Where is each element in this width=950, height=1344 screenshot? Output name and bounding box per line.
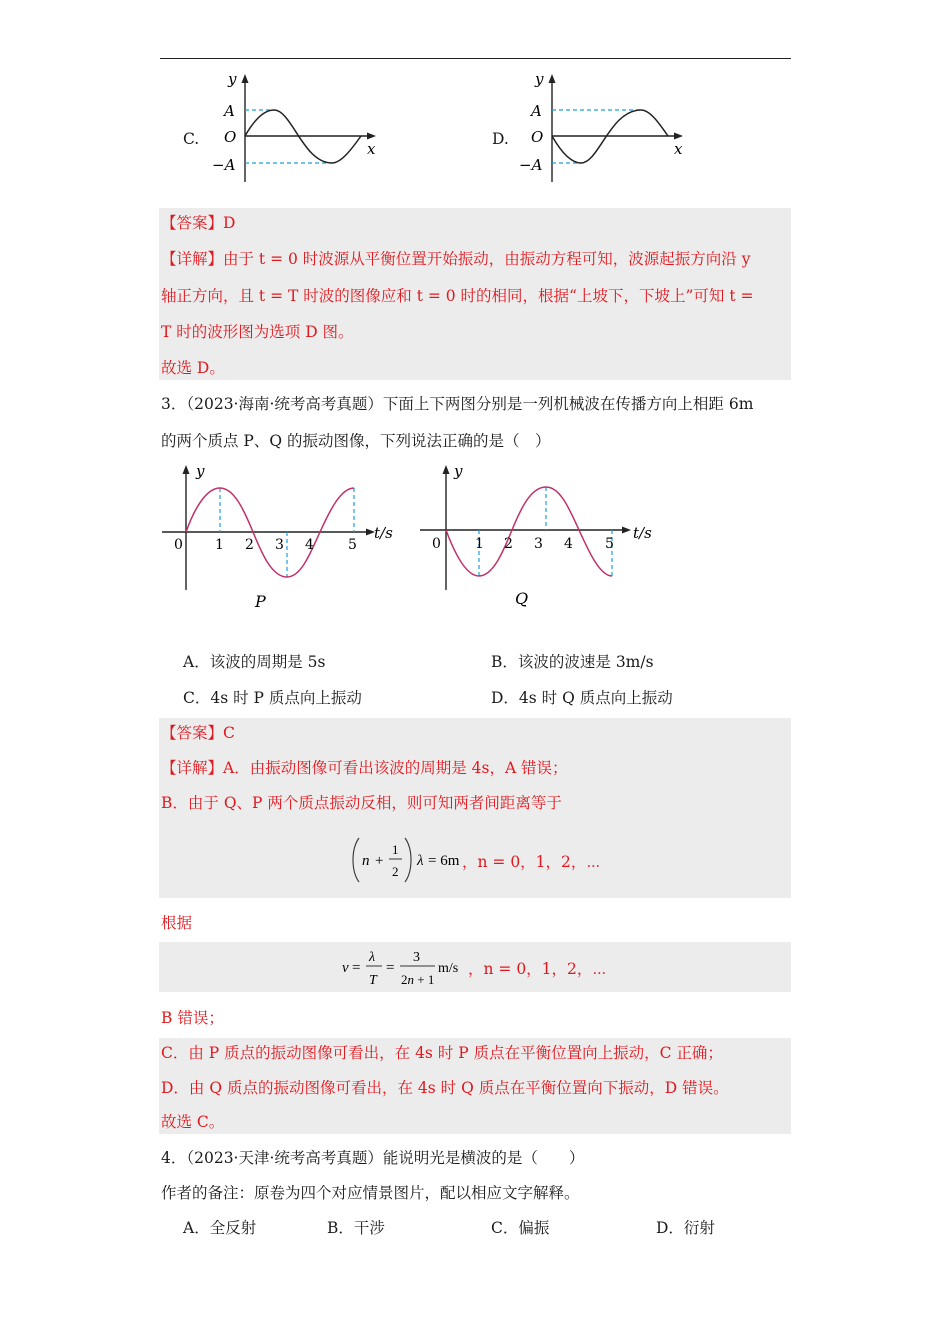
q4-option-d[interactable]: D．衍射 — [656, 1219, 715, 1237]
option-d-graph — [515, 70, 690, 188]
c-a-label: A — [224, 102, 235, 120]
q3-option-c[interactable]: C．4s 时 P 质点向上振动 — [183, 689, 362, 707]
d-x-label: x — [674, 140, 683, 158]
q4-stem: 4．（2023·天津·统考高考真题）能说明光是横波的是（ ） — [161, 1149, 585, 1167]
p-tick-1: 1 — [215, 537, 224, 553]
svg-text:λ: λ — [369, 950, 376, 965]
svg-text:v: v — [342, 960, 349, 976]
svg-text:2n + 1: 2n + 1 — [401, 972, 435, 987]
c-nega-label: −A — [212, 156, 236, 174]
p-tick-5: 5 — [348, 537, 357, 553]
q-tick-4: 4 — [564, 536, 573, 552]
c-o-label: O — [224, 128, 237, 146]
d-y-label: y — [535, 70, 544, 88]
option-c-label: C. — [183, 130, 200, 148]
q3-graph-p — [158, 460, 403, 618]
q2-choose: 故选 D。 — [161, 359, 225, 377]
q3-equation-1 — [348, 835, 466, 885]
q3-stem-line-2: 的两个质点 P、Q 的振动图像，下列说法正确的是（ ） — [161, 432, 551, 450]
p-tick-3: 3 — [275, 537, 284, 553]
q-tick-0: 0 — [432, 536, 441, 552]
svg-text:T: T — [369, 973, 377, 988]
q3-stem-line-1: 3．（2023·海南·统考高考真题）下面上下两图分别是一列机械波在传播方向上相距 6m — [161, 395, 754, 413]
p-tick-2: 2 — [245, 537, 254, 553]
q3-equation-2 — [340, 943, 472, 991]
d-o-label: O — [531, 128, 544, 146]
c-y-label: y — [228, 70, 237, 88]
q3-detail-a: 【详解】A．由振动图像可看出该波的周期是 4s，A 错误； — [161, 759, 568, 777]
q-y-label: y — [454, 462, 463, 480]
q-tick-1: 1 — [475, 536, 484, 552]
p-tick-0: 0 — [174, 537, 183, 553]
option-c-graph — [208, 70, 383, 188]
q3-detail-d: D．由 Q 质点的振动图像可看出，在 4s 时 Q 质点在平衡位置向下振动，D 错误。 — [161, 1079, 729, 1097]
svg-text:=: = — [386, 960, 395, 976]
q4-note: 作者的备注：原卷为四个对应情景图片，配以相应文字解释。 — [161, 1184, 580, 1202]
q2-answer: 【答案】D — [161, 214, 236, 232]
q3-gen: 根据 — [161, 914, 193, 932]
q-t-label: t/s — [633, 524, 652, 542]
header-rule — [160, 58, 791, 59]
q2-detail-line-3: T 时的波形图为选项 D 图。 — [161, 323, 354, 341]
svg-text:1: 1 — [392, 842, 399, 857]
svg-text:= 6m: = 6m — [428, 853, 460, 869]
q3-detail-c: C．由 P 质点的振动图像可看出，在 4s 时 P 质点在平衡位置向上振动，C 正确； — [161, 1044, 723, 1062]
svg-text:=: = — [352, 960, 361, 976]
c-x-label: x — [367, 140, 376, 158]
q3-option-d[interactable]: D．4s 时 Q 质点向上振动 — [491, 689, 673, 707]
q3-choose: 故选 C。 — [161, 1113, 225, 1131]
option-d-label: D. — [492, 130, 509, 148]
svg-text:λ: λ — [417, 853, 424, 869]
svg-text:3: 3 — [413, 950, 420, 965]
d-nega-label: −A — [519, 156, 543, 174]
q3-detail-b: B．由于 Q、P 两个质点振动反相，则可知两者间距离等于 — [161, 794, 562, 812]
d-a-label: A — [531, 102, 542, 120]
q3-equation-1-tail: ，n = 0，1，2，⋯ — [462, 853, 601, 871]
p-name: P — [255, 592, 266, 611]
q2-detail-line-1: 【详解】由于 t = 0 时波源从平衡位置开始振动，由振动方程可知，波源起振方向沿 y — [161, 250, 751, 268]
svg-text:2: 2 — [392, 864, 399, 879]
q3-equation-2-tail: ，n = 0，1，2，⋯ — [468, 960, 607, 978]
q-tick-5: 5 — [605, 536, 614, 552]
q4-option-b[interactable]: B．干涉 — [327, 1219, 385, 1237]
svg-text:+: + — [375, 853, 384, 869]
p-t-label: t/s — [374, 524, 393, 542]
q3-option-b[interactable]: B．该波的波速是 3m/s — [491, 653, 654, 671]
q3-b-wrong: B 错误； — [161, 1009, 224, 1027]
q3-answer: 【答案】C — [161, 724, 235, 742]
q-tick-2: 2 — [504, 536, 513, 552]
q2-detail-line-2: 轴正方向，且 t = T 时波的图像应和 t = 0 时的相同，根据“上坡下，下坡上”可知 t = — [161, 287, 754, 305]
q-tick-3: 3 — [534, 536, 543, 552]
q3-option-a[interactable]: A．该波的周期是 5s — [183, 653, 326, 671]
p-y-label: y — [196, 462, 205, 480]
q4-option-a[interactable]: A．全反射 — [183, 1219, 257, 1237]
q3-graph-q — [418, 460, 663, 618]
q-name: Q — [515, 589, 529, 608]
svg-text:m/s: m/s — [438, 961, 459, 976]
svg-text:n: n — [362, 853, 370, 869]
q4-option-c[interactable]: C．偏振 — [491, 1219, 550, 1237]
p-tick-4: 4 — [305, 537, 314, 553]
